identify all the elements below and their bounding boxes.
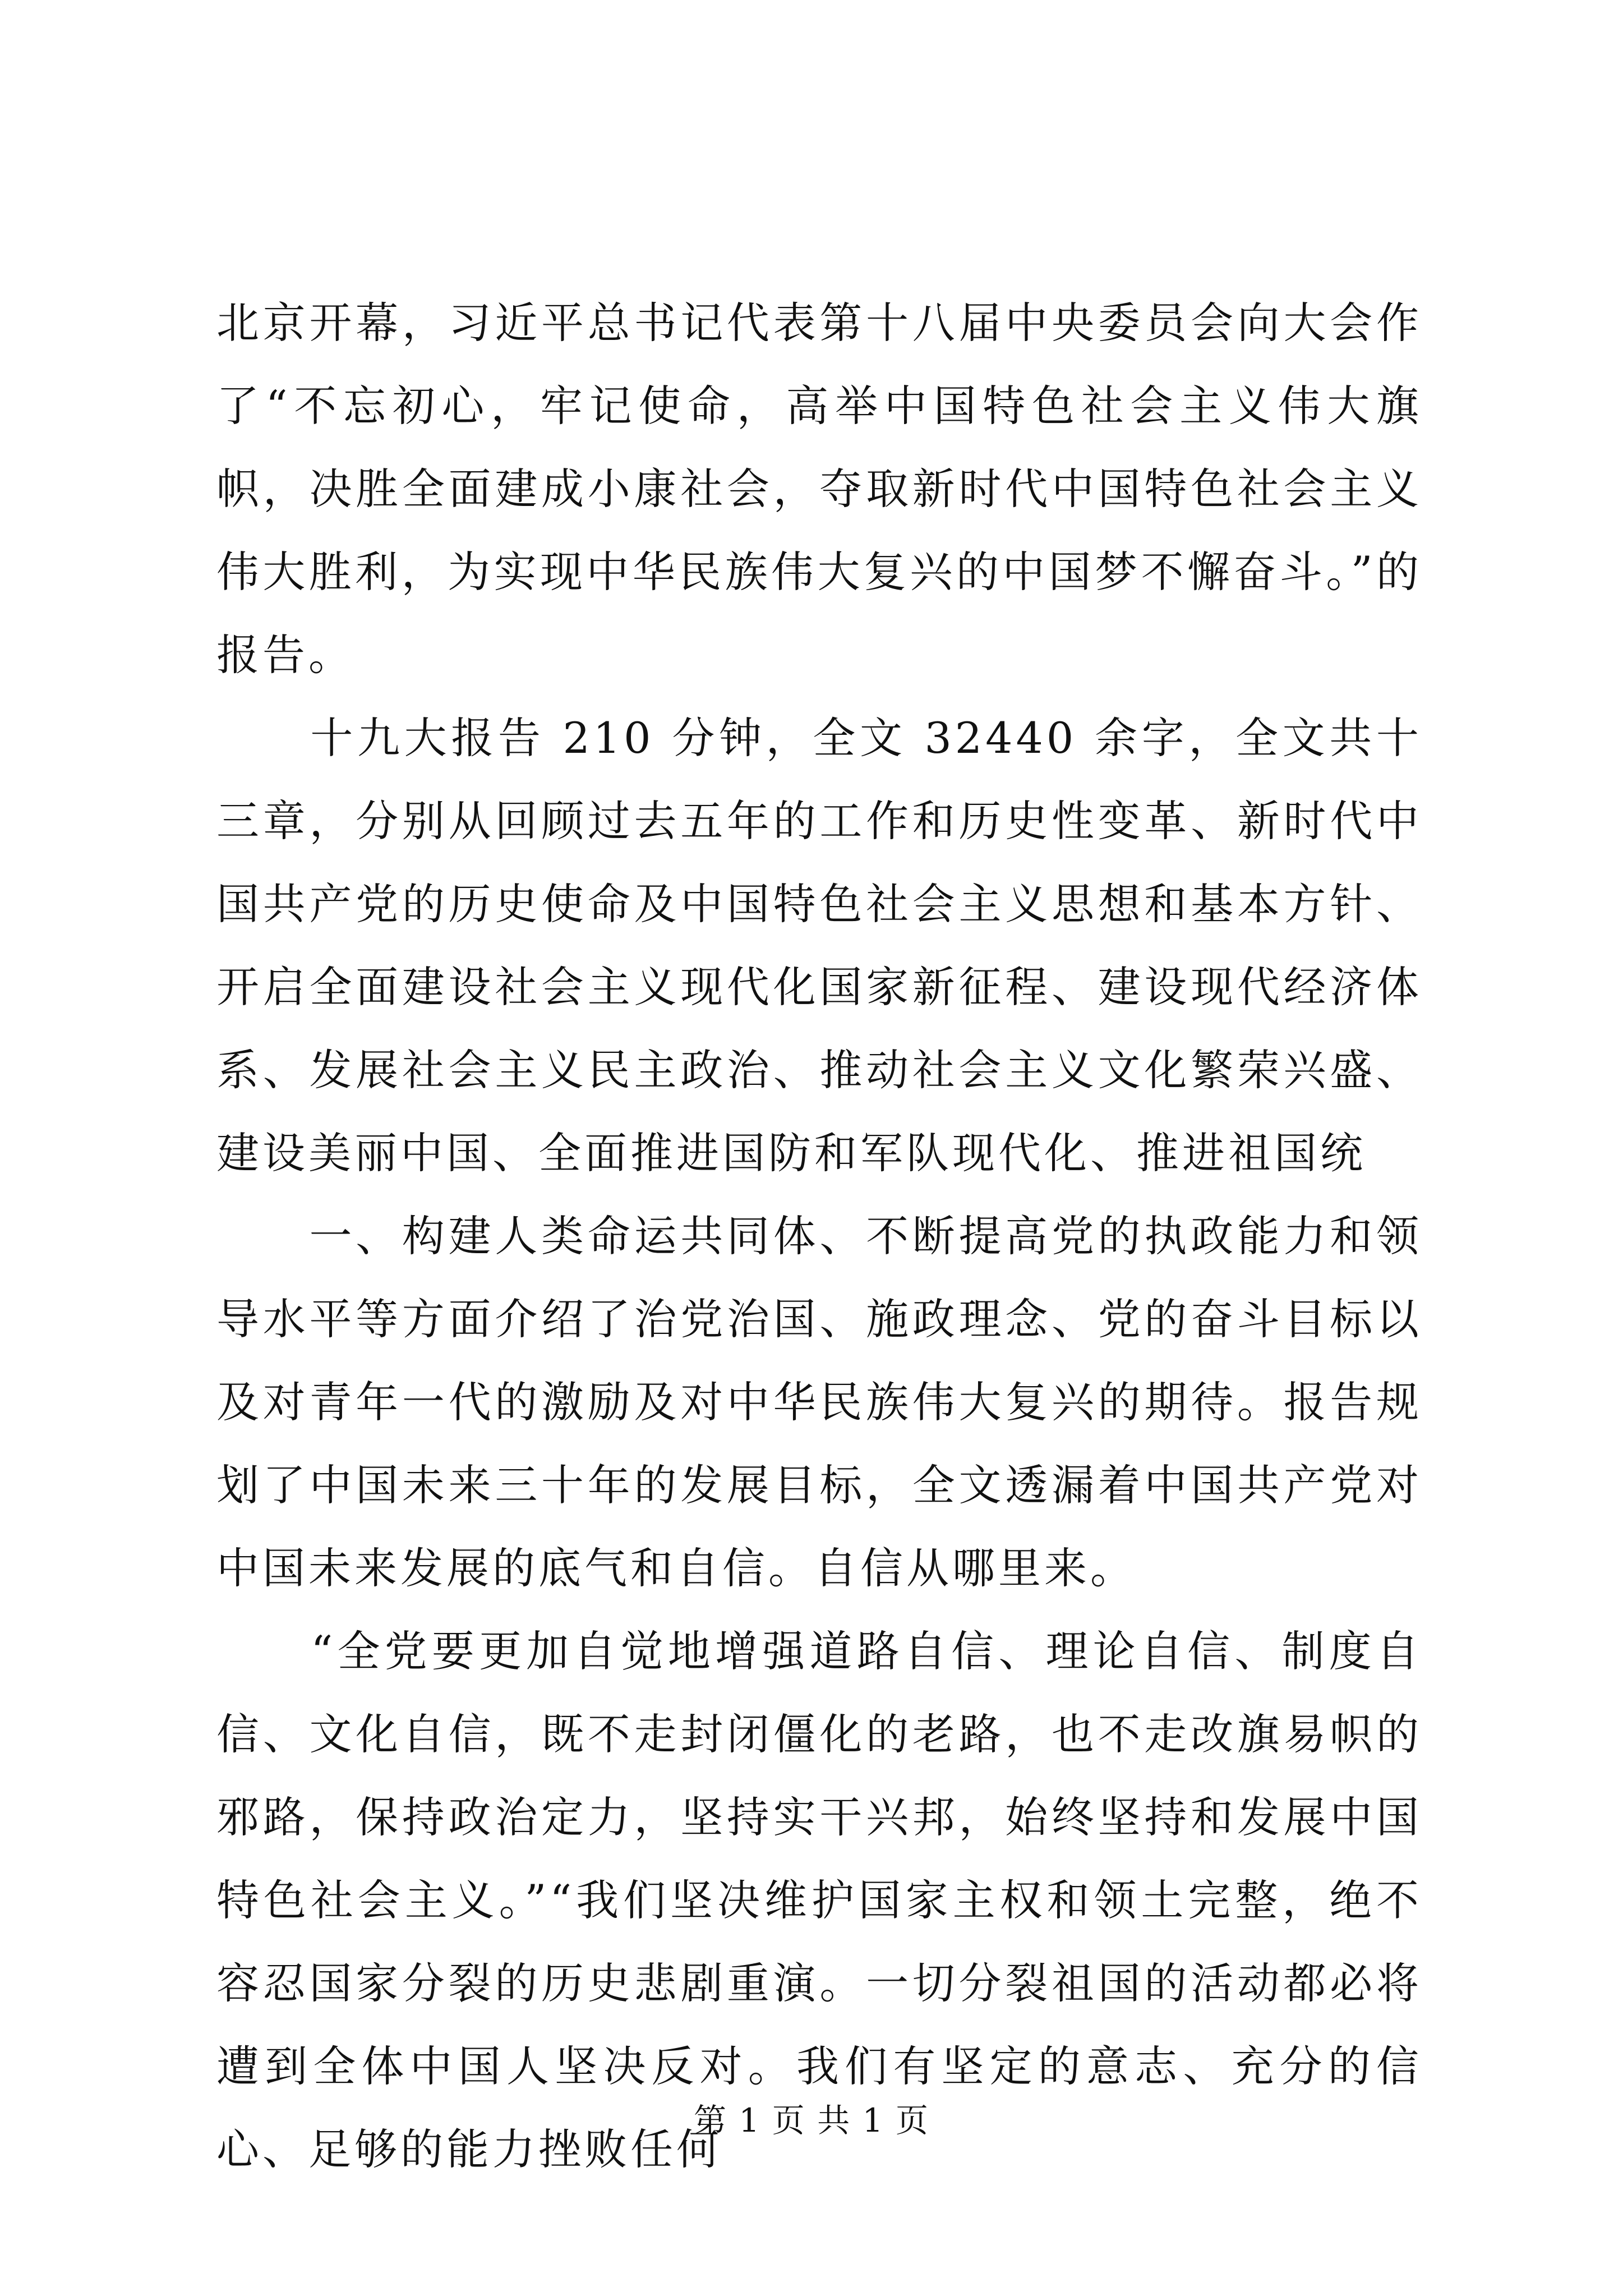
paragraph-4: “全党要更加自觉地增强道路自信、理论自信、制度自信、文化自信，既不走封闭僵化的老路，也不走改旗易帜的邪路，保持政治定力，坚持实干兴邦，始终坚持和发展中国特色社会主义。”“我们坚决维护国家主权和领土完整，绝不容忍国家分裂的历史悲剧重演。一切分裂祖国的活动都必将遭到全体中国人坚决反对。我们有坚定的意志、充分的信心、足够的能力挫败任何 <box>216 1626 1422 2174</box>
paragraph-2: 十九大报告 210 分钟，全文 32440 余字，全文共十三章，分别从回顾过去五年的工作和历史性变革、新时代中国共产党的历史使命及中国特色社会主义思想和基本方针、开启全面建设社会主义现代化国家新征程、建设现代经济体系、发展社会主义民主政治、推动社会主义文化繁荣兴盛、建设美丽中国、全面推进国防和军队现代化、推进祖国统 <box>216 713 1422 1178</box>
paragraph-3: 一、构建人类命运共同体、不断提高党的执政能力和领导水平等方面介绍了治党治国、施政理念、党的奋斗目标以及对青年一代的激励及对中华民族伟大复兴的期待。报告规划了中国未来三十年的发展目标，全文透漏着中国共产党对中国未来发展的底气和自信。自信从哪里来。 <box>216 1211 1422 1593</box>
page-footer: 第 1 页 共 1 页 <box>694 2101 929 2139</box>
document-body <box>216 282 1422 2191</box>
paragraph-1: 北京开幕，习近平总书记代表第十八届中央委员会向大会作了“不忘初心，牢记使命，高举中国特色社会主义伟大旗帜，决胜全面建成小康社会，夺取新时代中国特色社会主义伟大胜利，为实现中华民族伟大复兴的中国梦不懈奋斗。”的报告。 <box>216 298 1422 680</box>
